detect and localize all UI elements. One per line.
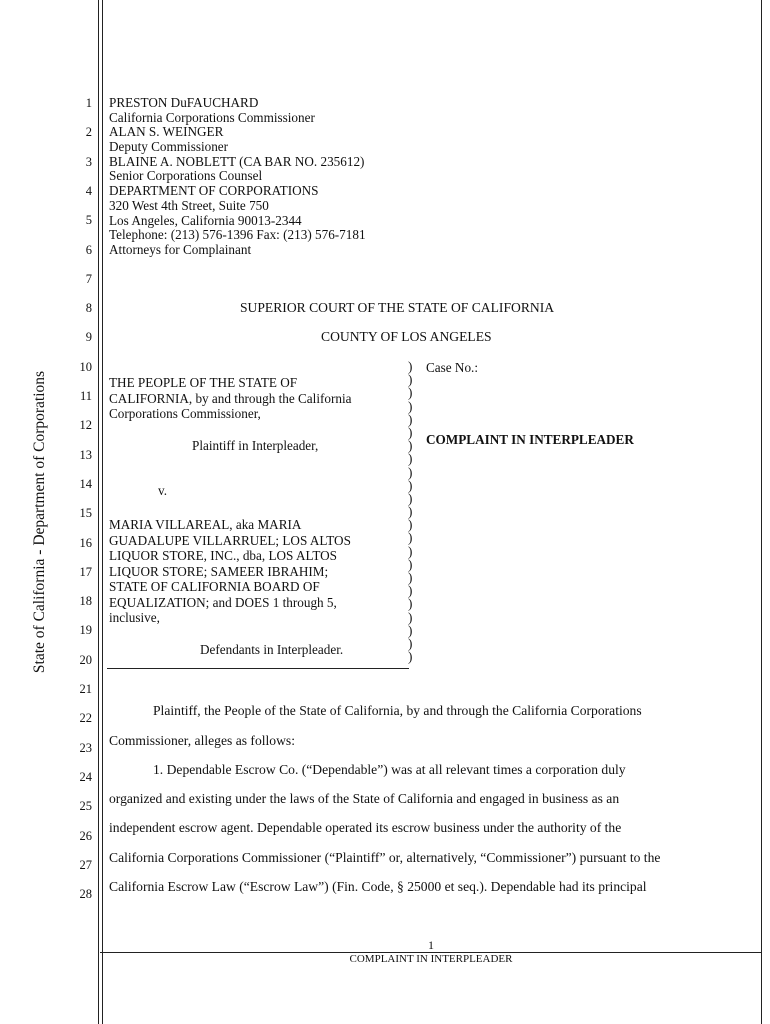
body-line: Commissioner, alleges as follows: (109, 733, 295, 748)
header-line: PRESTON DuFAUCHARD (109, 95, 259, 110)
header-line: DEPARTMENT OF CORPORATIONS (109, 183, 319, 199)
plaintiff-caption (109, 375, 351, 422)
county-name: COUNTY OF LOS ANGELES (321, 329, 492, 344)
body-line: California Escrow Law (“Escrow Law”) (Fin. Code, § 25000 et seq.). Dependable had its principal (109, 879, 647, 894)
left-margin-rule-outer (98, 0, 99, 1024)
header-line: Deputy Commissioner (109, 139, 229, 155)
caption-paren: ) (408, 649, 413, 665)
line-number: 9 (85, 330, 92, 345)
caption-paren: ) (408, 609, 413, 625)
line-number: 1 (85, 96, 92, 110)
line-number: 10 (79, 359, 92, 374)
caption-paren: ) (408, 504, 413, 520)
body-line: 1. Dependable Escrow Co. (“Dependable”) was at all relevant times a corporation duly (153, 762, 626, 777)
defendant-line: LIQUOR STORE; SAMEER IBRAHIM; (109, 563, 329, 579)
line-number: 25 (79, 799, 92, 814)
header-line: Los Angeles, California 90013-2344 (109, 212, 302, 228)
caption-paren: ) (408, 464, 413, 480)
defendant-role: Defendants in Interpleader. (200, 642, 344, 657)
defendant-line: GUADALUPE VILLARRUEL; LOS ALTOS (109, 532, 351, 548)
defendant-line: LIQUOR STORE, INC., dba, LOS ALTOS (109, 548, 337, 563)
caption-paren: ) (408, 556, 413, 572)
caption-paren: ) (408, 596, 413, 612)
line-number: 24 (79, 769, 92, 784)
caption-underline (107, 668, 409, 669)
body-line: California Corporations Commissioner (“Plaintiff” or, alternatively, “Commissioner”) pursuant to the (109, 850, 661, 865)
caption-paren: ) (408, 490, 413, 506)
line-number: 16 (79, 535, 92, 550)
line-number: 17 (79, 564, 92, 579)
caption-paren: ) (408, 635, 413, 651)
caption-paren: ) (408, 385, 413, 401)
body-line: independent escrow agent. Dependable operated its escrow business under the authority of the (109, 820, 622, 835)
line-number: 6 (85, 242, 92, 257)
line-number: 11 (79, 389, 92, 403)
line-number: 7 (85, 271, 92, 286)
line-number: 13 (79, 447, 92, 462)
left-margin-rule-inner (102, 0, 103, 1024)
header-line: California Corporations Commissioner (109, 109, 315, 125)
line-number: 27 (79, 857, 92, 872)
header-line: 320 West 4th Street, Suite 750 (109, 197, 269, 213)
plaintiff-role: Plaintiff in Interpleader, (192, 438, 319, 453)
header-line: Senior Corporations Counsel (109, 168, 263, 184)
header-line: Telephone: (213) 576-1396 Fax: (213) 576-7181 (109, 227, 366, 243)
line-number: 5 (85, 213, 92, 228)
caption-paren: ) (408, 438, 413, 454)
caption-paren: ) (408, 530, 413, 546)
line-number: 28 (79, 887, 92, 902)
caption-paren: ) (408, 372, 413, 388)
page-number: 1 (428, 938, 434, 952)
side-label: State of California - Department of Corporations (31, 370, 48, 674)
header-line: BLAINE A. NOBLETT (CA BAR NO. 235612) (109, 153, 365, 169)
caption-paren: ) (408, 622, 413, 638)
line-number: 8 (85, 301, 92, 316)
plaintiff-line: Corporations Commissioner, (109, 406, 261, 421)
caption-paren: ) (408, 424, 413, 440)
plaintiff-line: THE PEOPLE OF THE STATE OF (109, 375, 298, 390)
line-number: 20 (79, 652, 92, 667)
caption-parentheses (408, 360, 412, 663)
line-number: 4 (85, 183, 92, 198)
caption-paren: ) (408, 570, 413, 585)
line-number: 2 (85, 125, 92, 140)
caption-paren: ) (408, 398, 413, 414)
defendant-line: STATE OF CALIFORNIA BOARD OF (109, 579, 320, 594)
caption-paren: ) (408, 359, 413, 374)
right-margin-rule (761, 0, 762, 1024)
footer-title: COMPLAINT IN INTERPLEADER (349, 953, 513, 965)
court-name: SUPERIOR COURT OF THE STATE OF CALIFORNIA (240, 300, 555, 315)
defendant-caption (109, 517, 351, 626)
body-line: Plaintiff, the People of the State of California, by and through the California Corporations (153, 703, 642, 718)
versus: v. (158, 483, 168, 498)
defendant-line: MARIA VILLAREAL, aka MARIA (109, 517, 302, 532)
line-number: 21 (79, 682, 92, 696)
caption-paren: ) (408, 477, 413, 493)
defendant-line: EQUALIZATION; and DOES 1 through 5, (109, 594, 337, 610)
line-number: 12 (79, 418, 92, 433)
defendant-line: inclusive, (109, 610, 160, 625)
plaintiff-line: CALIFORNIA, by and through the California (109, 390, 352, 406)
caption-paren: ) (408, 411, 413, 427)
line-number: 18 (79, 594, 92, 609)
header-line: ALAN S. WEINGER (109, 124, 224, 140)
caption-paren: ) (408, 517, 413, 533)
line-number: 23 (79, 740, 92, 755)
case-number-label: Case No.: (426, 360, 479, 375)
line-number: 14 (79, 476, 92, 491)
caption-paren: ) (408, 543, 413, 559)
line-number: 15 (79, 506, 92, 521)
line-number: 26 (79, 828, 92, 843)
line-number: 22 (79, 711, 92, 726)
caption-paren: ) (408, 583, 413, 599)
caption-paren: ) (408, 451, 413, 467)
line-number: 19 (79, 623, 92, 638)
body-line: organized and existing under the laws of the State of California and engaged in business as an (109, 791, 620, 806)
header-line: Attorneys for Complainant (109, 241, 252, 257)
document-title: COMPLAINT IN INTERPLEADER (426, 432, 634, 447)
line-number: 3 (85, 154, 92, 169)
attorney-header (109, 96, 366, 258)
